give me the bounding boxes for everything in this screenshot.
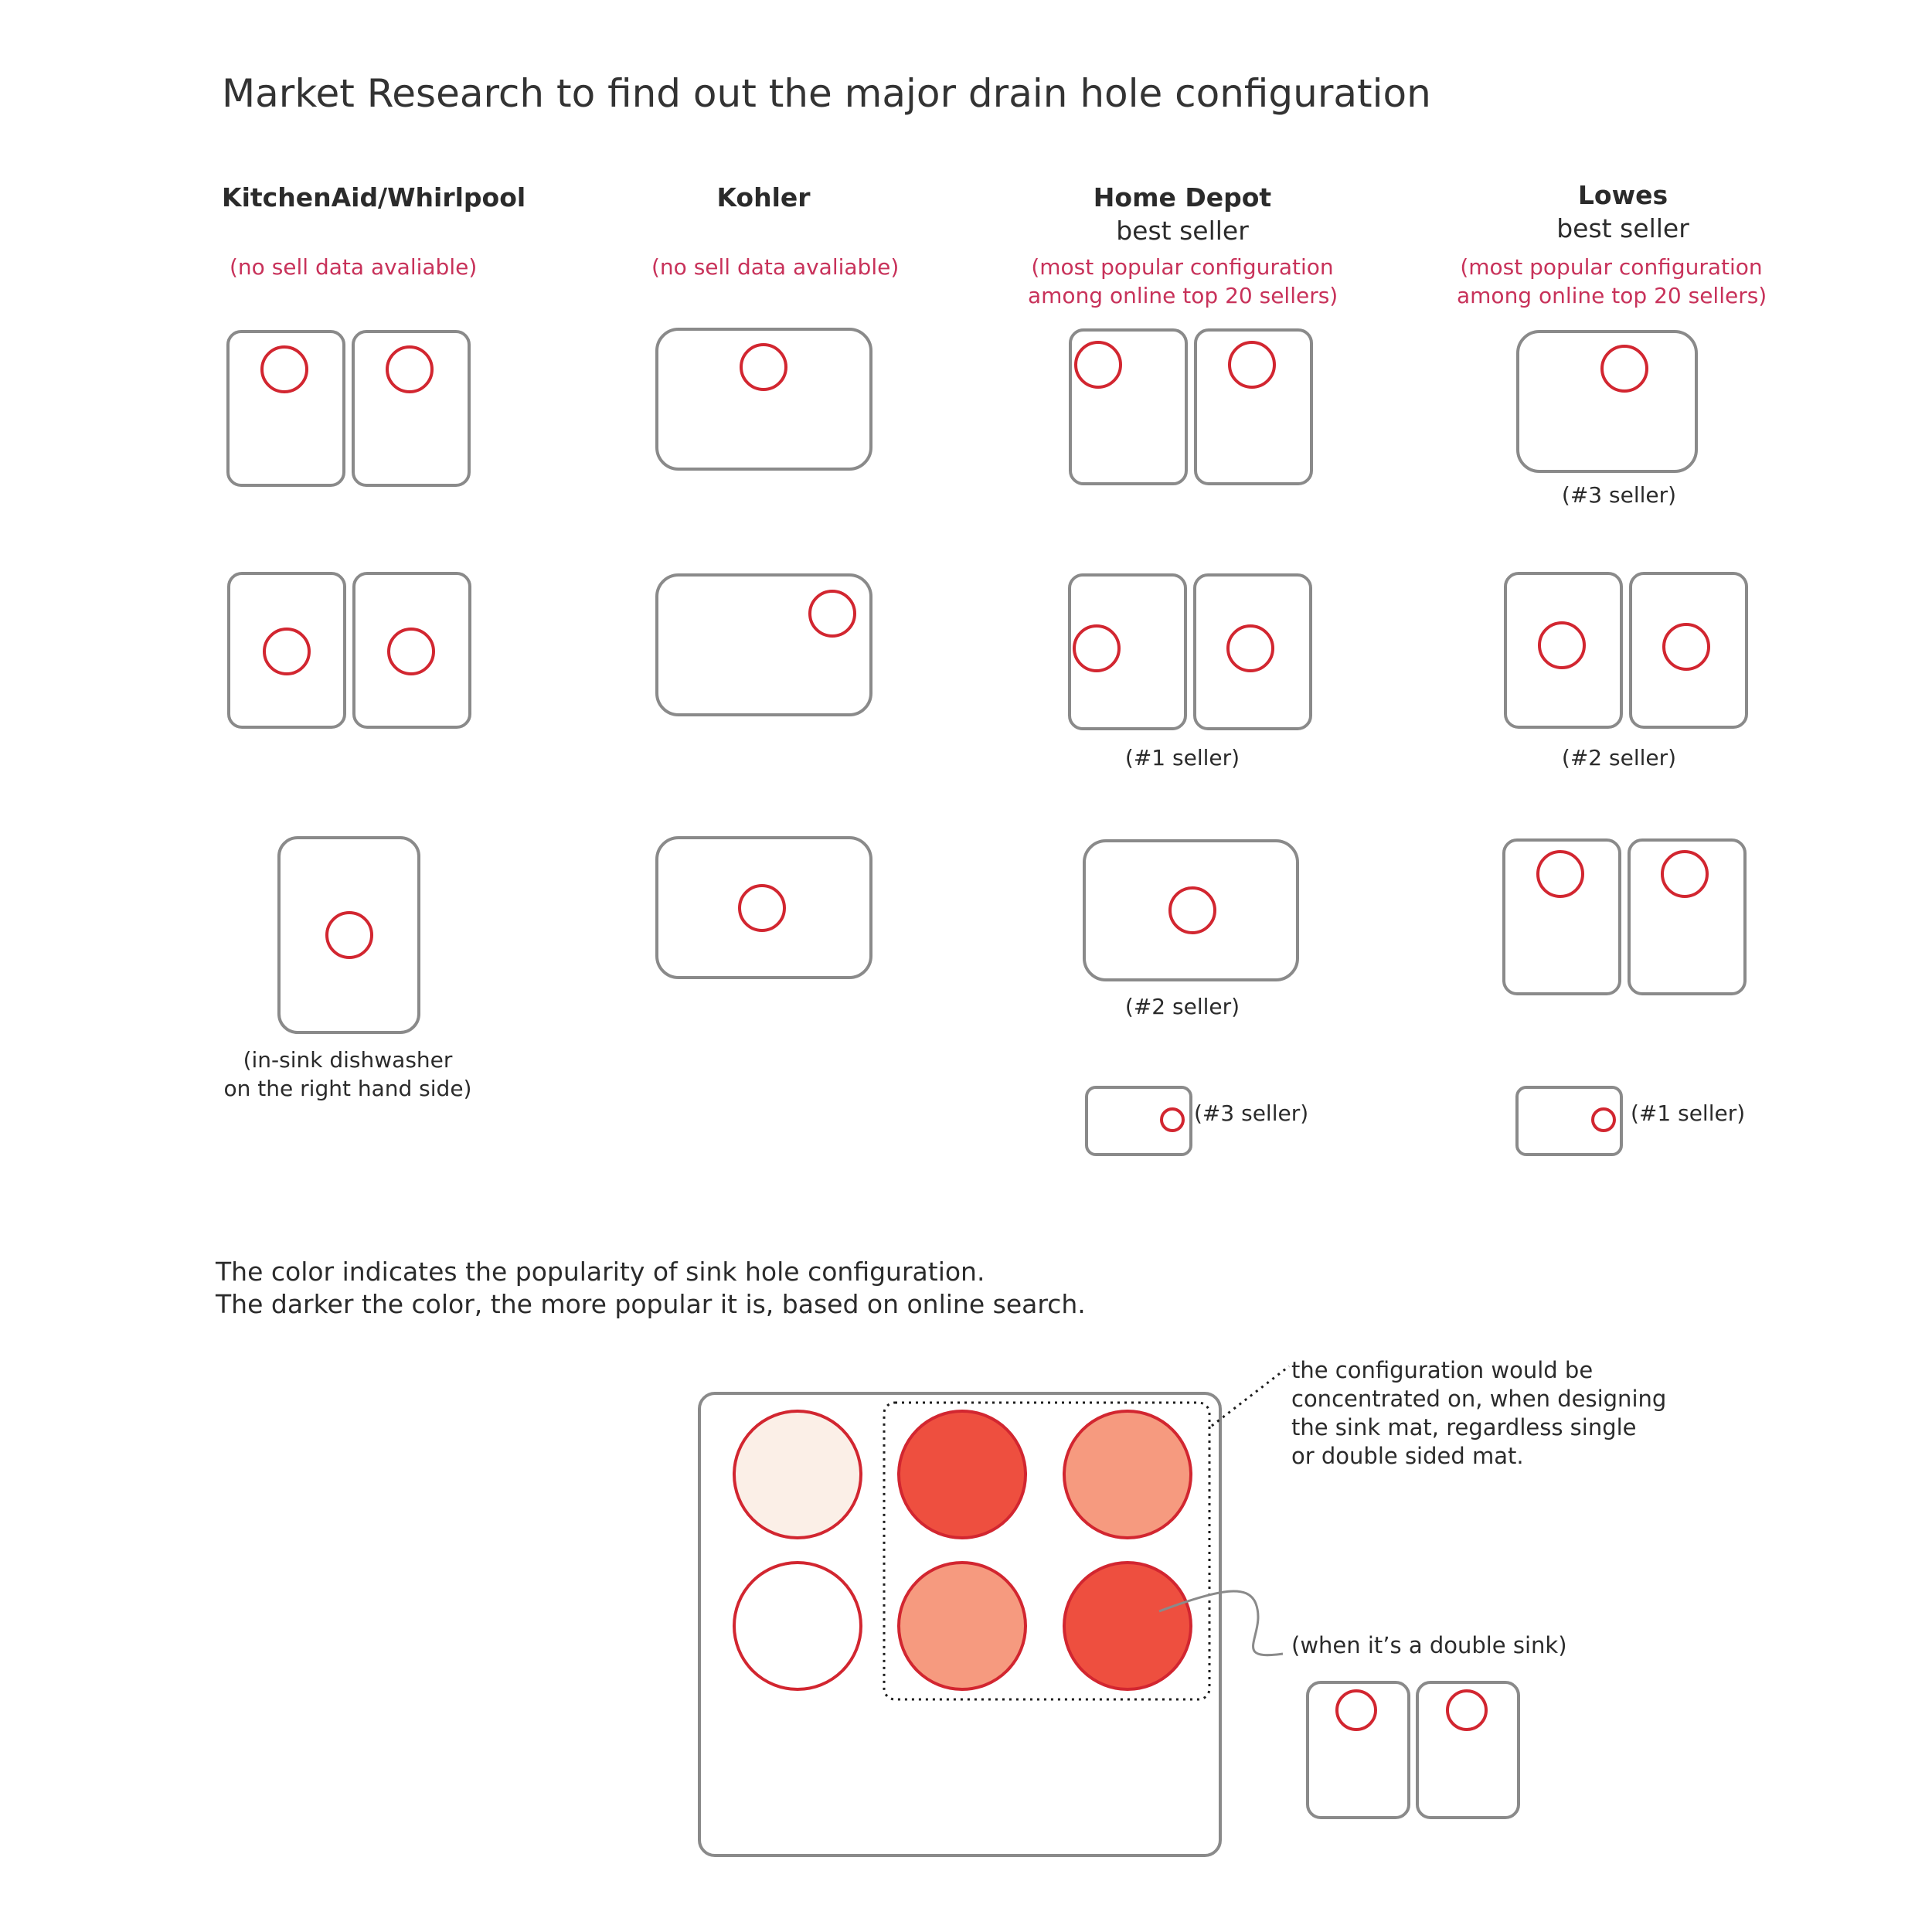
sink-basin bbox=[1517, 1087, 1621, 1155]
callout-double-sink: (when it’s a double sink) bbox=[1291, 1632, 1567, 1658]
drain-hole bbox=[1162, 1109, 1183, 1131]
drain-hole bbox=[741, 345, 786, 389]
drain-hole bbox=[1228, 626, 1273, 671]
sink-basin bbox=[279, 838, 419, 1032]
drain-hole bbox=[1593, 1109, 1614, 1131]
caption-homedepot-2: (#2 seller) bbox=[1124, 994, 1240, 1019]
drain-hole bbox=[1664, 624, 1709, 669]
note-line: among online top 20 sellers) bbox=[1457, 283, 1767, 308]
note-line: (most popular configuration bbox=[1460, 254, 1763, 280]
drain-hole bbox=[1447, 1691, 1486, 1730]
callout-line: concentrated on, when designing bbox=[1291, 1386, 1667, 1412]
drain-hole bbox=[1539, 623, 1584, 668]
caption-lowes-2: (#2 seller) bbox=[1561, 745, 1677, 770]
drain-hole bbox=[1662, 852, 1707, 896]
caption-lowes-3: (#3 seller) bbox=[1561, 482, 1677, 508]
drain-hole bbox=[389, 629, 434, 674]
drain-hole bbox=[387, 347, 432, 392]
sink-basin bbox=[228, 332, 344, 485]
heatmap-cell bbox=[734, 1411, 861, 1538]
sink-basin bbox=[354, 573, 470, 727]
sink-basin bbox=[353, 332, 469, 485]
sink-basin bbox=[1196, 330, 1311, 484]
sink-basin bbox=[1504, 840, 1620, 994]
legend-line: The darker the color, the more popular it is, based on online search. bbox=[216, 1289, 1086, 1319]
heatmap-cell bbox=[899, 1411, 1026, 1538]
drain-hole bbox=[740, 886, 784, 930]
sink-basin bbox=[1631, 573, 1747, 727]
drain-hole bbox=[1538, 852, 1583, 896]
sink-basin bbox=[657, 329, 871, 469]
sink-basin bbox=[1505, 573, 1621, 727]
drain-hole bbox=[327, 913, 372, 957]
heatmap-cell bbox=[734, 1563, 861, 1689]
callout-line: the sink mat, regardless single bbox=[1291, 1414, 1637, 1440]
page-title: Market Research to find out the major drain hole configuration bbox=[222, 71, 1431, 116]
drain-hole bbox=[264, 629, 309, 674]
legend-line: The color indicates the popularity of sink hole configuration. bbox=[216, 1257, 985, 1287]
heatmap-cell bbox=[899, 1563, 1026, 1689]
brand-homedepot-name: Home Depot bbox=[1093, 182, 1272, 213]
sink-basin bbox=[1629, 840, 1745, 994]
brand-lowes-subtitle: best seller bbox=[1556, 213, 1689, 243]
drain-hole bbox=[1337, 1691, 1376, 1730]
heatmap-cell bbox=[1064, 1563, 1191, 1689]
brand-kitchenaid-name: KitchenAid/Whirlpool bbox=[222, 182, 526, 213]
note-line: (most popular configuration bbox=[1031, 254, 1334, 280]
caption-homedepot-1: (#1 seller) bbox=[1124, 745, 1240, 770]
sink-basin bbox=[1084, 841, 1298, 980]
drain-hole bbox=[262, 347, 307, 392]
caption-line: (in-sink dishwasher bbox=[243, 1047, 453, 1073]
caption-lowes-1: (#1 seller) bbox=[1631, 1100, 1746, 1126]
brand-lowes-name: Lowes bbox=[1577, 180, 1668, 210]
heatmap-cell bbox=[1064, 1411, 1191, 1538]
drain-hole bbox=[1074, 626, 1119, 671]
leader-line-concentrate bbox=[1212, 1366, 1289, 1426]
brand-kohler-note: (no sell data avaliable) bbox=[651, 254, 900, 280]
caption-line: on the right hand side) bbox=[223, 1076, 472, 1101]
note-line: among online top 20 sellers) bbox=[1028, 283, 1338, 308]
caption-homedepot-3: (#3 seller) bbox=[1194, 1100, 1309, 1126]
sink-basin bbox=[1070, 575, 1185, 729]
sink-basin bbox=[657, 575, 871, 715]
brand-kohler-name: Kohler bbox=[716, 182, 811, 213]
sink-basin bbox=[657, 838, 871, 978]
drain-hole bbox=[1602, 346, 1647, 391]
brand-kitchenaid-note: (no sell data avaliable) bbox=[230, 254, 478, 280]
sink-basin bbox=[1195, 575, 1311, 729]
sink-basin bbox=[1417, 1682, 1519, 1818]
drain-hole bbox=[1230, 342, 1274, 387]
callout-line: or double sided mat. bbox=[1291, 1443, 1524, 1469]
sink-basin bbox=[1070, 330, 1186, 484]
sink-basin bbox=[229, 573, 345, 727]
sink-basin bbox=[1087, 1087, 1191, 1155]
drain-hole bbox=[810, 591, 855, 636]
brand-homedepot-subtitle: best seller bbox=[1116, 216, 1249, 246]
drain-hole bbox=[1076, 342, 1121, 387]
callout-line: the configuration would be bbox=[1291, 1357, 1594, 1383]
sink-basin bbox=[1308, 1682, 1409, 1818]
drain-hole bbox=[1170, 888, 1215, 933]
